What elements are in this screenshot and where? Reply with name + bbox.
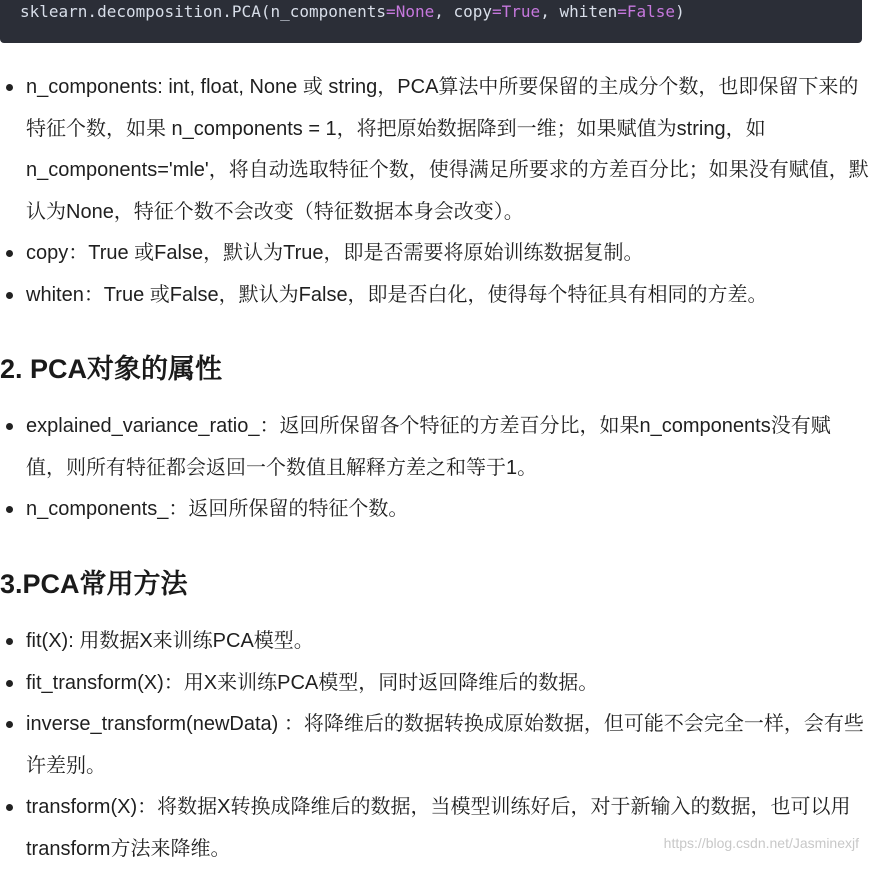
- list-item: n_components_：返回所保留的特征个数。: [0, 489, 869, 531]
- code-eq-3: =: [617, 2, 627, 21]
- code-suffix: ): [675, 2, 685, 21]
- list-item: fit(X): 用数据X来训练PCA模型。: [0, 621, 869, 663]
- code-true: True: [501, 2, 541, 21]
- list-item: fit_transform(X)：用X来训练PCA模型，同时返回降维后的数据。: [0, 663, 869, 705]
- list-item: transform(X)：将数据X转换成降维后的数据，当模型训练好后，对于新输入的数据，也可以用transform方法来降维。: [0, 787, 869, 870]
- list-item: copy：True 或False，默认为True，即是否需要将原始训练数据复制。: [0, 233, 869, 275]
- attribute-list: [0, 406, 869, 531]
- list-item: whiten：True 或False，默认为False，即是否白化，使得每个特征具有相同的方差。: [0, 275, 869, 317]
- code-block: [0, 0, 862, 43]
- code-false: False: [626, 2, 676, 21]
- code-sep-1: , copy: [434, 2, 493, 21]
- code-sep-2: , whiten: [540, 2, 618, 21]
- code-eq-2: =: [492, 2, 502, 21]
- code-eq-1: =: [386, 2, 396, 21]
- code-prefix: sklearn.decomposition.PCA(n_components: [20, 2, 387, 21]
- section-heading-attributes: 2. PCA对象的属性: [0, 354, 223, 384]
- method-list: [0, 621, 869, 870]
- watermark: https://blog.csdn.net/Jasminexjf: [663, 835, 859, 851]
- list-item: n_components: int, float, None 或 string，PCA算法中所要保留的主成分个数，也即保留下来的特征个数，如果 n_components = 1，将把原始数据降到一维；如果赋值为string，如n_components='mle'，将自动选取特征个数，使得满足所要求的方差百分比；如果没有赋值，默认为None，特征个数不会改变（特征数据本身会改变）。: [0, 67, 869, 233]
- code-none: None: [395, 2, 435, 21]
- list-item: inverse_transform(newData) ：将降维后的数据转换成原始数据，但可能不会完全一样，会有些许差别。: [0, 704, 869, 787]
- parameter-list: [0, 67, 869, 316]
- section-heading-methods: 3.PCA常用方法: [0, 569, 188, 599]
- list-item: explained_variance_ratio_：返回所保留各个特征的方差百分比，如果n_components没有赋值，则所有特征都会返回一个数值且解释方差之和等于1。: [0, 406, 869, 489]
